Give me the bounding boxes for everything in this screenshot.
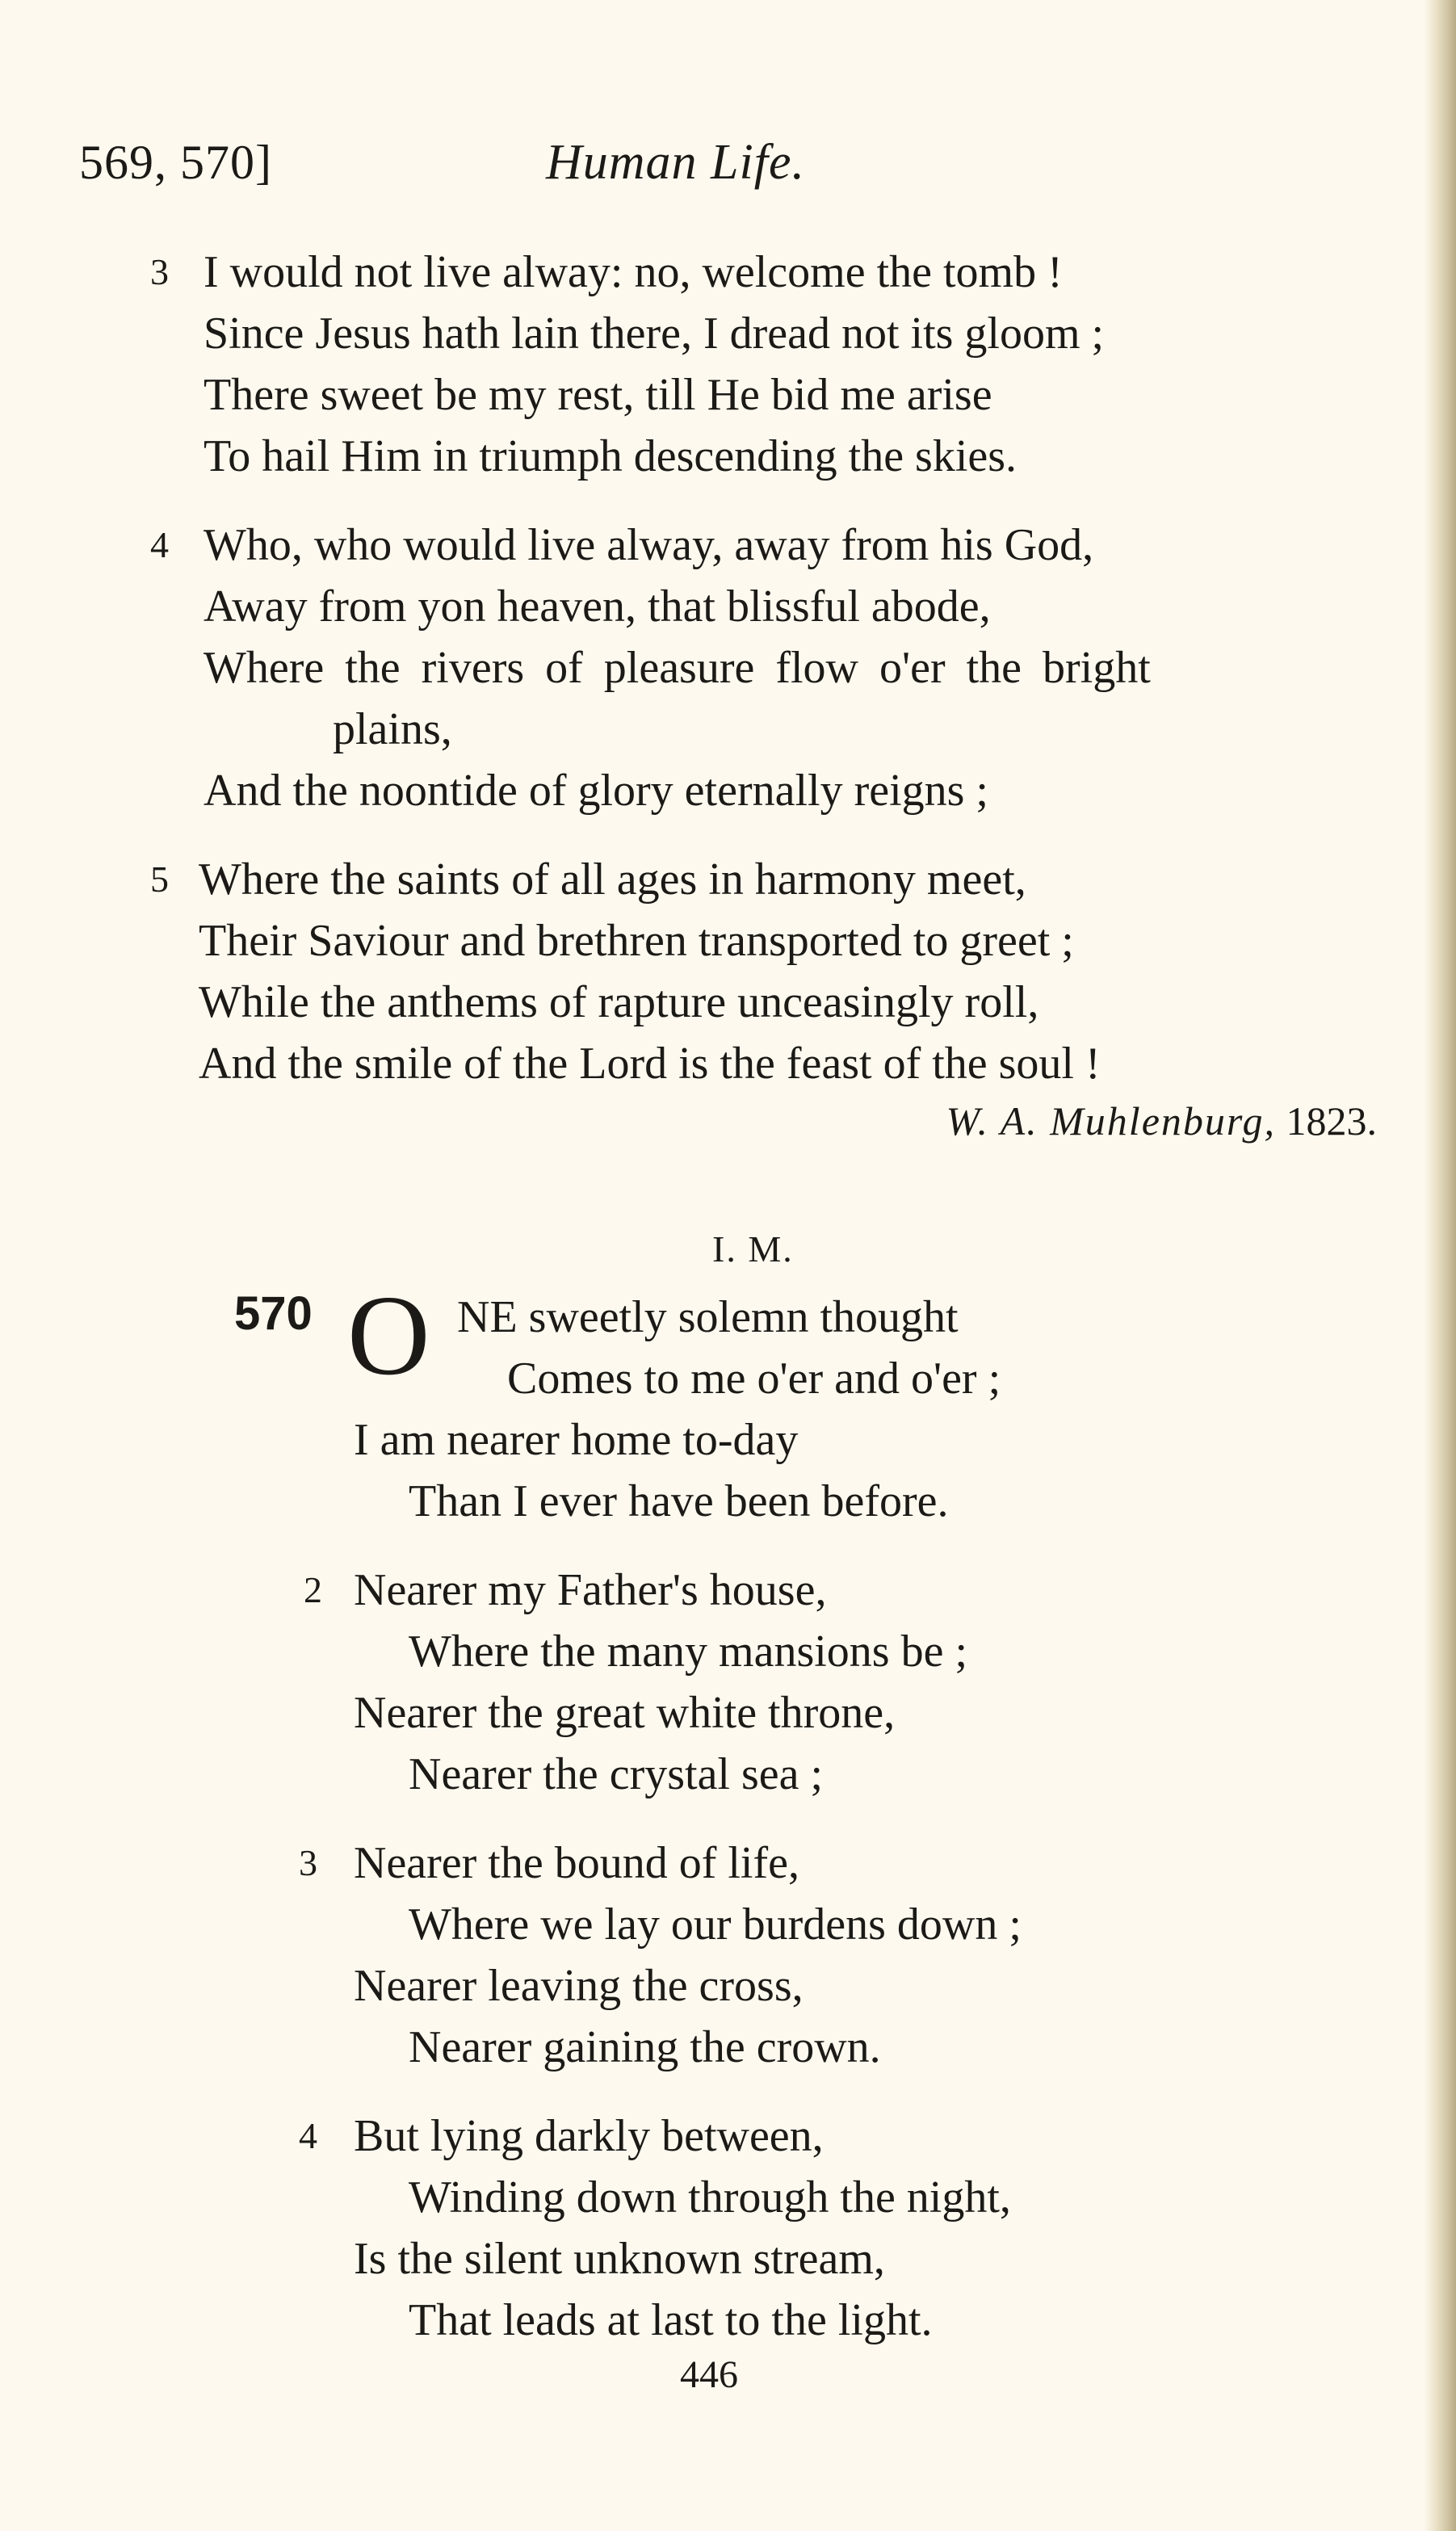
author-name: W. A. Muhlenburg, [946, 1098, 1276, 1144]
hymn-570-number: 570 [234, 1287, 313, 1340]
verse-line: Is the silent unknown stream, [354, 2234, 885, 2284]
verse-line: Since Jesus hath lain there, I dread not its gloom ; [204, 309, 1105, 359]
verse-line: Than I ever have been before. [409, 1476, 949, 1526]
page-edge-shadow [1424, 0, 1456, 2531]
verse-line: To hail Him in triumph descending the skies. [204, 431, 1018, 481]
verse-line: I am nearer home to-day [354, 1415, 799, 1465]
verse-line: There sweet be my rest, till He bid me arise [204, 370, 992, 420]
verse-line: Where the rivers of pleasure flow o'er the bright [204, 643, 1151, 693]
verse-line: Where we lay our burdens down ; [409, 1899, 1022, 1950]
verse-line: Their Saviour and brethren transported to greet ; [199, 916, 1074, 966]
page-number: 446 [680, 2353, 738, 2396]
hymn-569-attribution [946, 1093, 1377, 1149]
verse-number: 3 [150, 251, 169, 292]
verse-line: Nearer my Father's house, [354, 1565, 827, 1615]
verse-number: 4 [150, 524, 169, 565]
verse-line: Nearer the bound of life, [354, 1838, 799, 1888]
verse-line: Winding down through the night, [409, 2172, 1011, 2222]
verse-line: That leads at last to the light. [409, 2295, 933, 2345]
verse-line: And the noontide of glory eternally reigns ; [204, 766, 988, 816]
verse-line: Who, who would live alway, away from his God, [204, 520, 1094, 570]
verse-line: But lying darkly between, [354, 2111, 824, 2161]
verse-line: Nearer leaving the cross, [354, 1961, 804, 2011]
verse-line: Comes to me o'er and o'er ; [507, 1354, 1001, 1404]
verse-line-continuation: plains, [333, 704, 452, 754]
verse-line: Where the many mansions be ; [409, 1626, 968, 1677]
verse-line: Where the saints of all ages in harmony meet, [199, 854, 1026, 905]
verse-line: I would not live alway: no, welcome the tomb ! [204, 247, 1063, 297]
hymn-570-meter: I. M. [712, 1228, 794, 1270]
verse-number: 4 [299, 2115, 317, 2156]
verse-line: Away from yon heaven, that blissful abode, [204, 581, 991, 632]
running-header-title: Human Life. [546, 135, 805, 190]
verse-line: NE sweetly solemn thought [457, 1292, 959, 1342]
drop-cap: O [347, 1271, 430, 1399]
verse-line: Nearer the crystal sea ; [409, 1749, 824, 1799]
verse-line: Nearer the great white throne, [354, 1688, 896, 1738]
running-header-numbers: 569, 570] [79, 136, 272, 189]
verse-line: Nearer gaining the crown. [409, 2022, 881, 2072]
verse-line: While the anthems of rapture unceasingly roll, [199, 977, 1039, 1027]
year: 1823. [1286, 1098, 1377, 1144]
verse-number: 2 [304, 1569, 322, 1610]
verse-number: 5 [150, 858, 169, 900]
verse-number: 3 [299, 1842, 317, 1883]
verse-line: And the smile of the Lord is the feast of the soul ! [199, 1039, 1101, 1089]
